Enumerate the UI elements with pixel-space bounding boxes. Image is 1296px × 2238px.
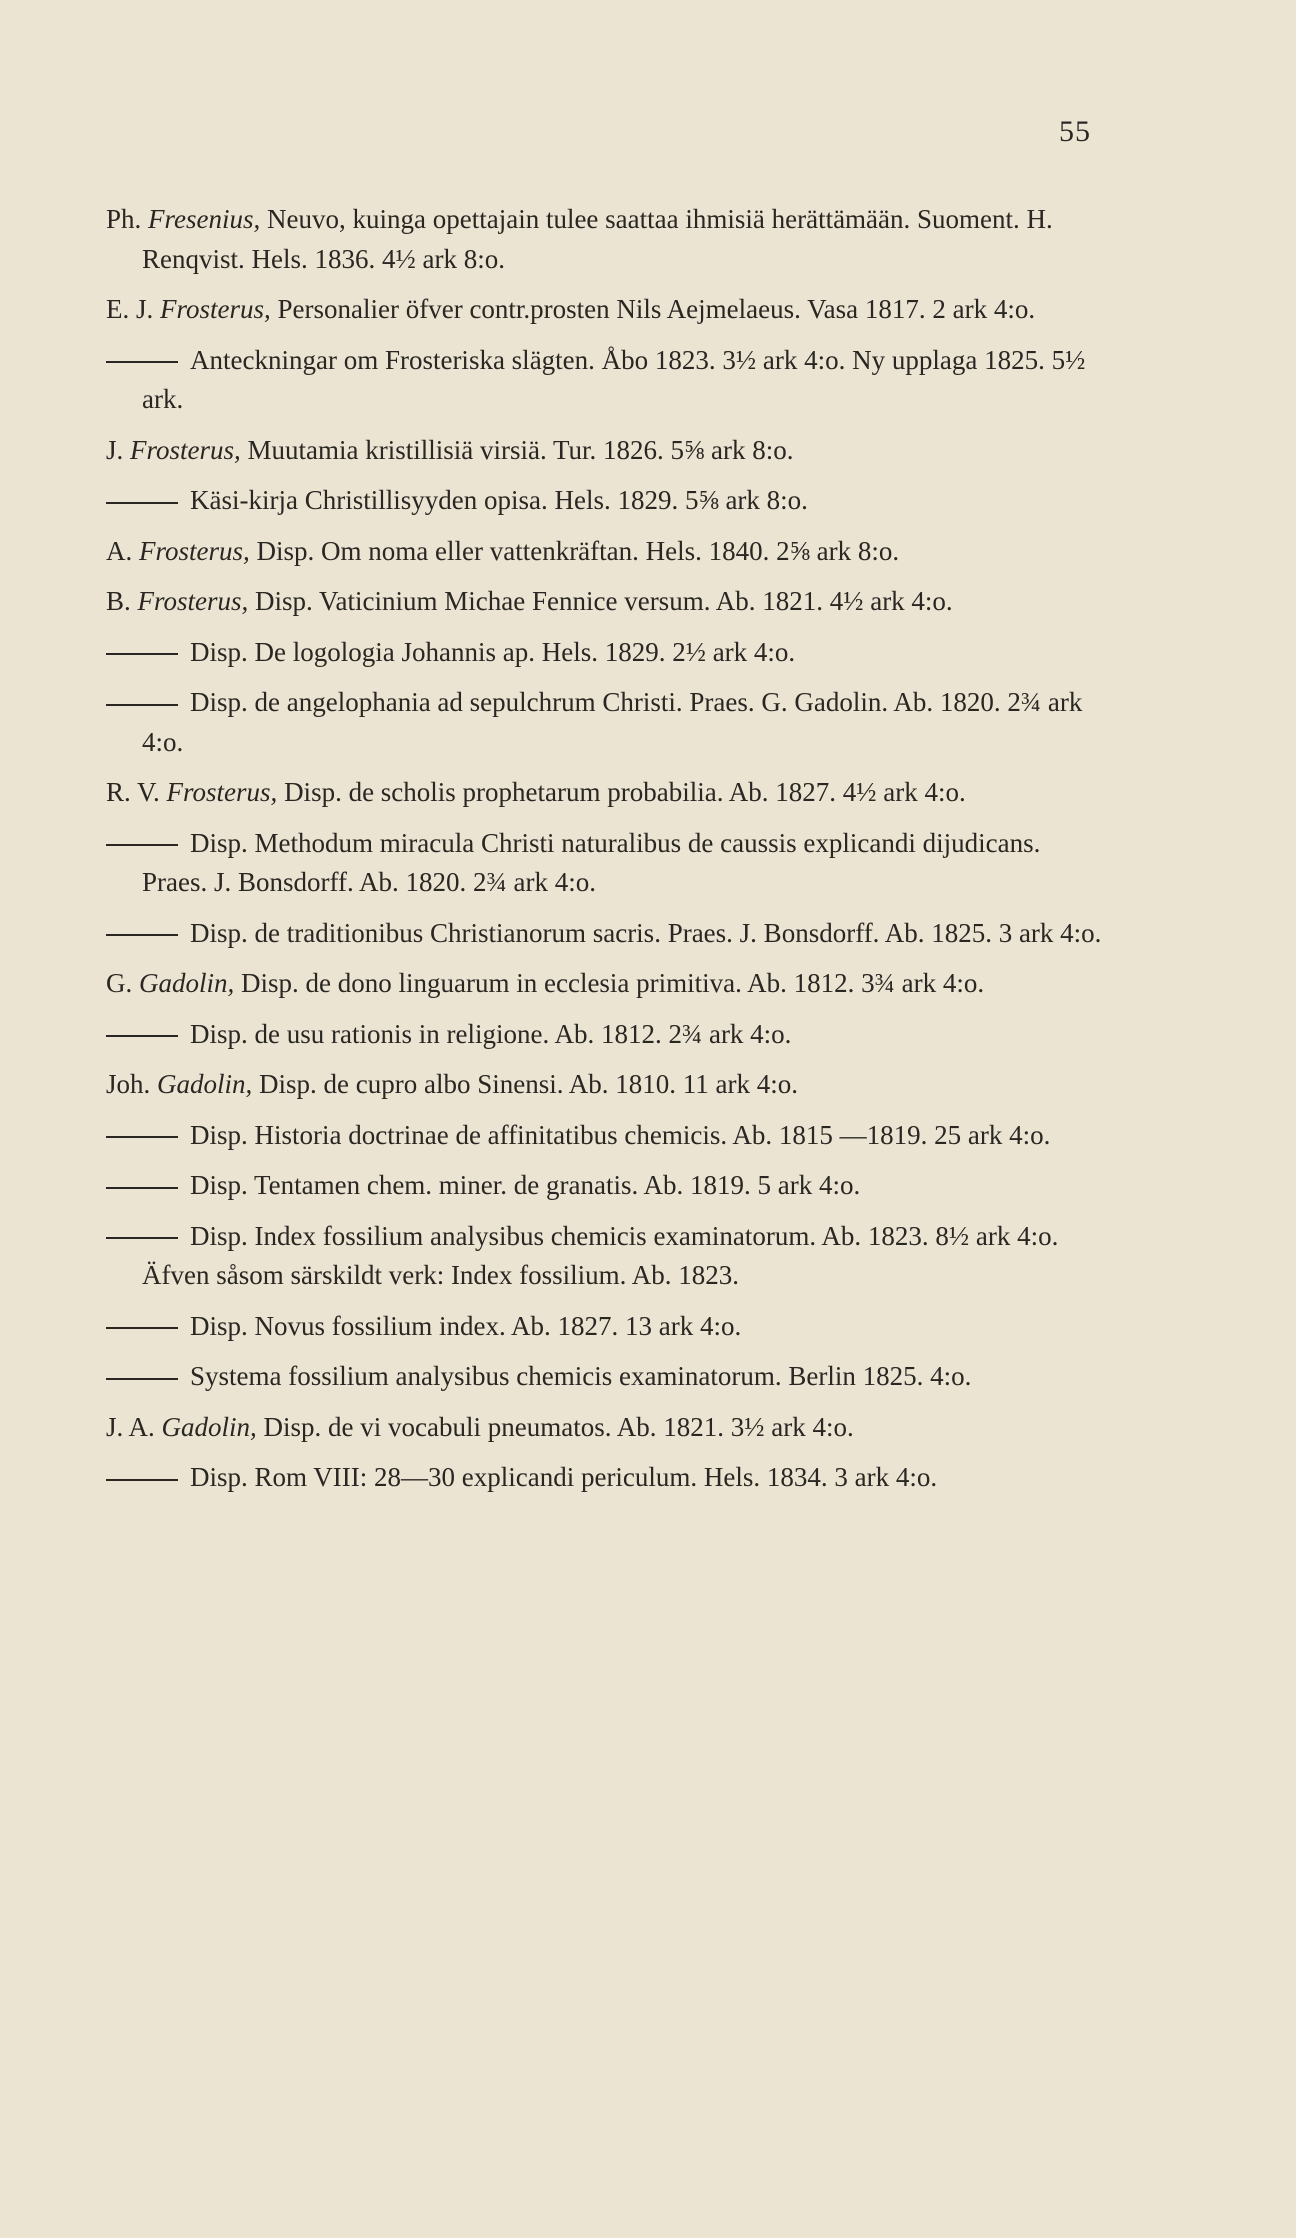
bibliography-entry [106, 1217, 1111, 1296]
entry-text: Systema fossilium analysibus chemicis examinatorum. Berlin 1825. 4:o. [190, 1361, 972, 1391]
bibliography-entry [106, 1458, 1111, 1498]
ditto-dash [106, 844, 178, 846]
ditto-dash [106, 1187, 178, 1189]
author-name: Frosterus, [160, 294, 271, 324]
bibliography-entry [106, 200, 1111, 279]
bibliography-entry [106, 481, 1111, 521]
entry-text: Disp. Rom VIII: 28—30 explicandi periculum. Hels. 1834. 3 ark 4:o. [190, 1462, 938, 1492]
entry-text: Disp. de cupro albo Sinensi. Ab. 1810. 11 ark 4:o. [259, 1069, 798, 1099]
bibliography-list [106, 200, 1111, 1509]
author-name: Frosterus, [139, 535, 250, 566]
entry-text: Disp. de usu rationis in religione. Ab. 1812. 2¾ ark 4:o. [190, 1018, 792, 1049]
entry-text: Muutamia kristillisiä virsiä. Tur. 1826. 5⅝ ark 8:o. [247, 434, 794, 465]
bibliography-entry [106, 964, 1111, 1004]
entry-text: Disp. Om noma eller vattenkräftan. Hels. 1840. 2⅝ ark 8:o. [256, 535, 900, 566]
entry-text: Disp. De logologia Johannis ap. Hels. 1829. 2½ ark 4:o. [190, 636, 796, 667]
ditto-dash [106, 1035, 178, 1037]
bibliography-entry [106, 1408, 1111, 1448]
entry-text: Disp. Historia doctrinae de affinitatibus chemicis. Ab. 1815 —1819. 25 ark 4:o. [190, 1119, 1051, 1150]
entry-text: Disp. de scholis prophetarum probabilia. Ab. 1827. 4½ ark 4:o. [284, 777, 966, 807]
ditto-dash [106, 1136, 178, 1138]
bibliography-entry [106, 1357, 1111, 1397]
entry-text: Disp. de vi vocabuli pneumatos. Ab. 1821. 3½ ark 4:o. [263, 1411, 854, 1442]
bibliography-entry [106, 683, 1111, 762]
author-initials: G. [106, 968, 133, 998]
bibliography-entry [106, 1065, 1111, 1105]
ditto-dash [106, 1479, 178, 1481]
author-initials: Joh. [106, 1069, 151, 1099]
entry-text: Disp. Vaticinium Michae Fennice versum. Ab. 1821. 4½ ark 4:o. [255, 586, 953, 616]
bibliography-entry [106, 582, 1111, 622]
author-initials: Ph. [106, 204, 142, 234]
author-name: Frosterus, [137, 586, 249, 616]
author-name: Gadolin, [139, 968, 235, 998]
page-number: 55 [1059, 115, 1091, 148]
bibliography-entry [106, 1015, 1111, 1055]
entry-text: Disp. Tentamen chem. miner. de granatis. Ab. 1819. 5 ark 4:o. [190, 1170, 861, 1200]
ditto-dash [106, 934, 178, 936]
ditto-dash [106, 502, 178, 504]
author-name: Gadolin, [161, 1411, 257, 1442]
author-name: Frosterus, [166, 777, 278, 807]
ditto-dash [106, 1378, 178, 1380]
bibliography-entry [106, 532, 1111, 572]
bibliography-entry [106, 431, 1111, 471]
author-initials: B. [106, 586, 131, 616]
entry-text: Käsi-kirja Christillisyyden opisa. Hels. 1829. 5⅝ ark 8:o. [190, 485, 808, 515]
bibliography-entry [106, 1166, 1111, 1206]
bibliography-entry [106, 633, 1111, 673]
author-initials: E. J. [106, 294, 154, 324]
entry-text: Disp. de angelophania ad sepulchrum Christi. Praes. G. Gadolin. Ab. 1820. 2¾ ark 4:o. [142, 687, 1083, 757]
author-initials: J. A. [106, 1411, 155, 1442]
bibliography-entry [106, 1116, 1111, 1156]
bibliography-entry [106, 824, 1111, 903]
bibliography-entry [106, 290, 1111, 330]
entry-text: Disp. de dono linguarum in ecclesia primitiva. Ab. 1812. 3¾ ark 4:o. [241, 968, 985, 998]
author-name: Gadolin, [157, 1069, 253, 1099]
ditto-dash [106, 1327, 178, 1329]
entry-text: Disp. Index fossilium analysibus chemicis examinatorum. Ab. 1823. 8½ ark 4:o. Äfven såsom särskildt verk: Index fossilium. Ab. 1823. [142, 1220, 1059, 1290]
entry-text: Neuvo, kuinga opettajain tulee saattaa ihmisiä herättämään. Suoment. H. Renqvist. Hels. 1836. 4½ ark 8:o. [142, 204, 1053, 274]
ditto-dash [106, 704, 178, 706]
ditto-dash [106, 653, 178, 655]
entry-text: Disp. Novus fossilium index. Ab. 1827. 13 ark 4:o. [190, 1310, 742, 1341]
bibliography-entry [106, 773, 1111, 813]
entry-text: Disp. Methodum miracula Christi naturalibus de caussis explicandi dijudicans. Praes. J. Bonsdorff. Ab. 1820. 2¾ ark 4:o. [142, 827, 1041, 897]
ditto-dash [106, 1237, 178, 1239]
author-initials: J. [106, 434, 124, 465]
ditto-dash [106, 361, 178, 363]
entry-text: Personalier öfver contr.prosten Nils Aejmelaeus. Vasa 1817. 2 ark 4:o. [277, 294, 1036, 324]
entry-text: Disp. de traditionibus Christianorum sacris. Praes. J. Bonsdorff. Ab. 1825. 3 ark 4:o. [190, 917, 1102, 948]
author-initials: R. V. [106, 777, 160, 807]
author-initials: A. [106, 535, 133, 566]
bibliography-entry [106, 341, 1111, 420]
bibliography-entry [106, 914, 1111, 954]
entry-text: Anteckningar om Frosteriska slägten. Åbo 1823. 3½ ark 4:o. Ny upplaga 1825. 5½ ark. [142, 344, 1086, 414]
author-name: Fresenius, [148, 204, 261, 234]
bibliography-entry [106, 1307, 1111, 1347]
author-name: Frosterus, [130, 434, 241, 465]
